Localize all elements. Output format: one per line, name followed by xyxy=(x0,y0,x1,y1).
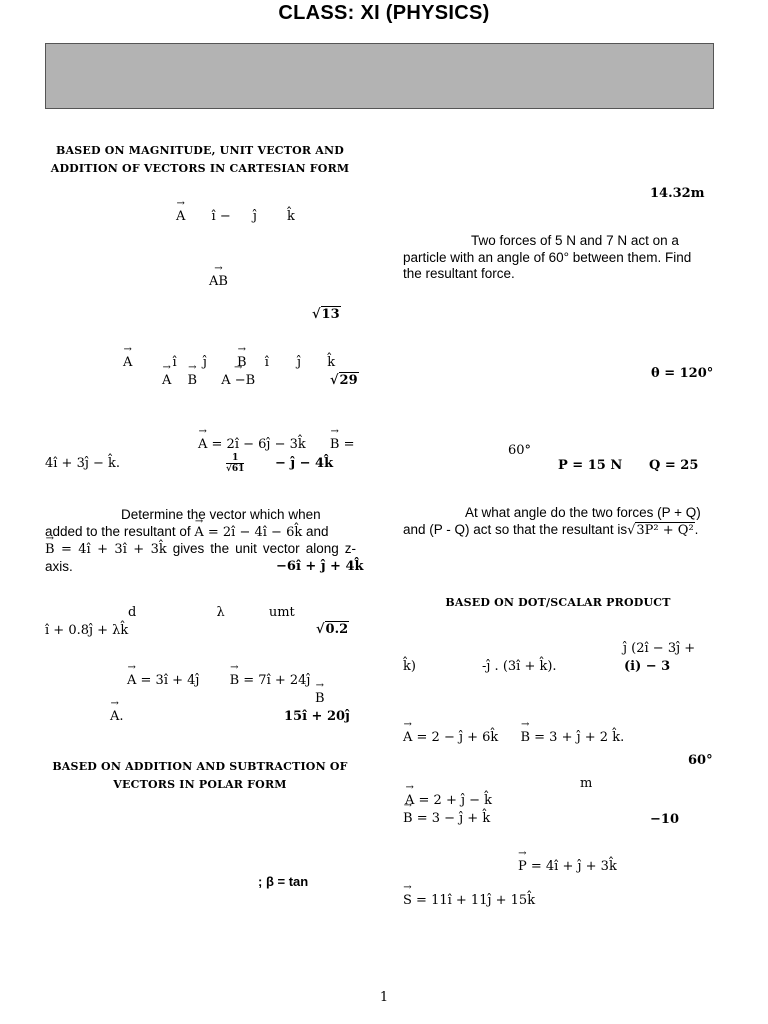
term: î xyxy=(264,355,269,370)
vector-ab: → AB xyxy=(209,274,228,289)
equation: = 7î + 24ĵ xyxy=(239,673,311,688)
q4-line2: 4î + 3ĵ − k̂. xyxy=(45,456,121,471)
q-m-vector-a xyxy=(405,793,492,808)
q7-vector-b xyxy=(315,691,325,706)
equation: = 4î + ĵ + 3k̂ xyxy=(526,859,617,874)
vector-difference: → A −B xyxy=(221,373,255,388)
term: k̂ xyxy=(287,209,295,224)
a7-answer: 15î + 20ĵ xyxy=(284,709,350,724)
answer-dot: (i) − 3 xyxy=(624,659,671,674)
q-dot-line2b: -ĵ . (3î + k̂). xyxy=(482,659,557,674)
sqrt-value: 13 xyxy=(321,307,340,322)
text-line: At what angle do the two forces (P + Q) xyxy=(465,505,701,520)
q4-line1 xyxy=(198,437,354,452)
q3-line2 xyxy=(162,373,255,388)
q7-line1 xyxy=(127,673,310,688)
text: . xyxy=(119,709,124,724)
sqrt-value: 3P² + Q² xyxy=(636,522,694,538)
answer-minus-10: −10 xyxy=(650,812,679,827)
sqrt-value: 29 xyxy=(339,373,358,388)
section-heading-dot-product: BASED ON DOT/SCALAR PRODUCT xyxy=(445,596,671,609)
a5-answer: −6î + ĵ + 4k̂ xyxy=(276,559,364,574)
text: d xyxy=(128,605,137,620)
vector-a: → A xyxy=(176,209,185,224)
term: ĵ xyxy=(297,355,302,370)
equation: = 11î + 11ĵ + 15k̂ xyxy=(411,893,536,908)
sqrt-value: 0.2 xyxy=(325,622,349,637)
heading-line: VECTORS IN POLAR FORM xyxy=(113,778,287,791)
q2-vector-ab xyxy=(209,274,228,289)
answer-60: 60° xyxy=(688,753,713,768)
q-m: m xyxy=(580,776,593,791)
q-dot-line1: ĵ (2î − 3ĵ + xyxy=(623,641,696,656)
text: and (P - Q) act so that the resultant is xyxy=(403,521,628,537)
text: added to the resultant of xyxy=(45,523,195,539)
q-ab-line xyxy=(403,730,624,745)
equation: = 3 + ĵ + 2 k̂. xyxy=(530,730,625,745)
q-m-vector-b xyxy=(403,811,490,826)
page-number: 1 xyxy=(379,990,389,1005)
text-line: the resultant force. xyxy=(403,266,515,281)
section-heading-cartesian xyxy=(45,142,355,178)
q-dot-line2a: k̂) xyxy=(403,659,416,674)
text: umt xyxy=(268,605,295,620)
equation: = 3î + 4ĵ xyxy=(136,673,200,688)
text-line: Two forces of 5 N and 7 N act on a xyxy=(471,233,679,248)
vector-a: → A xyxy=(405,793,414,808)
vector-b: → B xyxy=(237,355,247,370)
vector-b: → B xyxy=(230,673,240,688)
text-line: particle with an angle of 60° between them. Find xyxy=(403,249,692,265)
term: ĵ xyxy=(252,209,257,224)
answer-14-32m: 14.32m xyxy=(650,186,705,201)
vector-b: → B xyxy=(315,691,325,706)
vector-b: → B xyxy=(403,811,413,826)
page-title: CLASS: XI (PHYSICS) xyxy=(278,2,490,24)
vector-s: → S xyxy=(403,893,412,908)
numerator: 1 xyxy=(226,453,244,464)
q-vector-p xyxy=(518,859,617,874)
text-line: Determine the vector which when xyxy=(121,507,321,522)
vector-b: → B xyxy=(520,730,530,745)
text: gives the unit vector along z-axis. xyxy=(45,541,357,574)
equation: = 3 − ĵ + k̂ xyxy=(412,811,491,826)
q1-expression xyxy=(176,209,295,224)
answer-p: P = 15 N xyxy=(558,458,623,473)
answer-theta: θ = 120° xyxy=(651,366,714,381)
vector-a: → A xyxy=(162,373,171,388)
answer-rest: − ĵ − 4k̂ xyxy=(274,456,334,471)
text: . xyxy=(694,521,699,537)
fraction xyxy=(226,453,244,474)
term: k̂ xyxy=(327,355,336,370)
term: î xyxy=(172,355,177,370)
answer-q: Q = 25 xyxy=(649,458,699,473)
a2-answer: √13 xyxy=(312,307,340,322)
a4-answer xyxy=(226,453,333,474)
vector-a: → A xyxy=(198,437,207,452)
equation: = 2î − 4î − 6k̂ xyxy=(203,524,303,540)
heading-line: ADDITION OF VECTORS IN CARTESIAN FORM xyxy=(50,162,350,175)
vector-p: → P xyxy=(518,859,527,874)
a6-answer: √0.2 xyxy=(316,622,349,637)
text: λ xyxy=(216,605,225,620)
vector-a: → A xyxy=(127,673,136,688)
equation: = 2î − 6ĵ − 3k̂ xyxy=(207,437,306,452)
text-line xyxy=(45,524,356,542)
a3-answer: √29 xyxy=(330,373,358,388)
q6-line1 xyxy=(128,605,295,620)
vector-b: → B xyxy=(45,542,55,559)
angle-60: 60° xyxy=(508,443,532,458)
term: î − xyxy=(211,209,231,224)
q6-expression: î + 0.8ĵ + λk̂ xyxy=(45,623,129,638)
equation: = 2 + ĵ − k̂ xyxy=(414,793,493,808)
q-angle-text xyxy=(403,505,718,539)
vector-b: → B xyxy=(188,373,198,388)
vector-b: → B xyxy=(330,437,340,452)
q7-vector-a xyxy=(110,709,124,724)
vector-a: → A xyxy=(403,730,412,745)
heading-line: BASED ON MAGNITUDE, UNIT VECTOR AND xyxy=(55,144,344,157)
equation: = xyxy=(339,437,355,452)
term: ĵ xyxy=(202,355,207,370)
vector-a: → A xyxy=(194,525,203,542)
vector-a: → A xyxy=(110,709,119,724)
equation: = 4î + 3î + 3k̂ xyxy=(54,542,167,557)
equation: = 2 − ĵ + 6k̂ xyxy=(412,730,499,745)
text-line: and (P - Q) act so that the resultant is√3P² + Q². xyxy=(403,521,699,538)
text: and xyxy=(302,523,329,539)
section-heading-polar xyxy=(45,758,355,794)
q-forces-text xyxy=(403,233,713,283)
title-banner xyxy=(45,43,714,109)
vector-a: → A xyxy=(123,355,132,370)
heading-line: BASED ON ADDITION AND SUBTRACTION OF xyxy=(52,760,348,773)
beta-formula: ; β = tan xyxy=(258,874,309,889)
denominator: √61 xyxy=(226,464,245,474)
q-vector-s xyxy=(403,893,535,908)
